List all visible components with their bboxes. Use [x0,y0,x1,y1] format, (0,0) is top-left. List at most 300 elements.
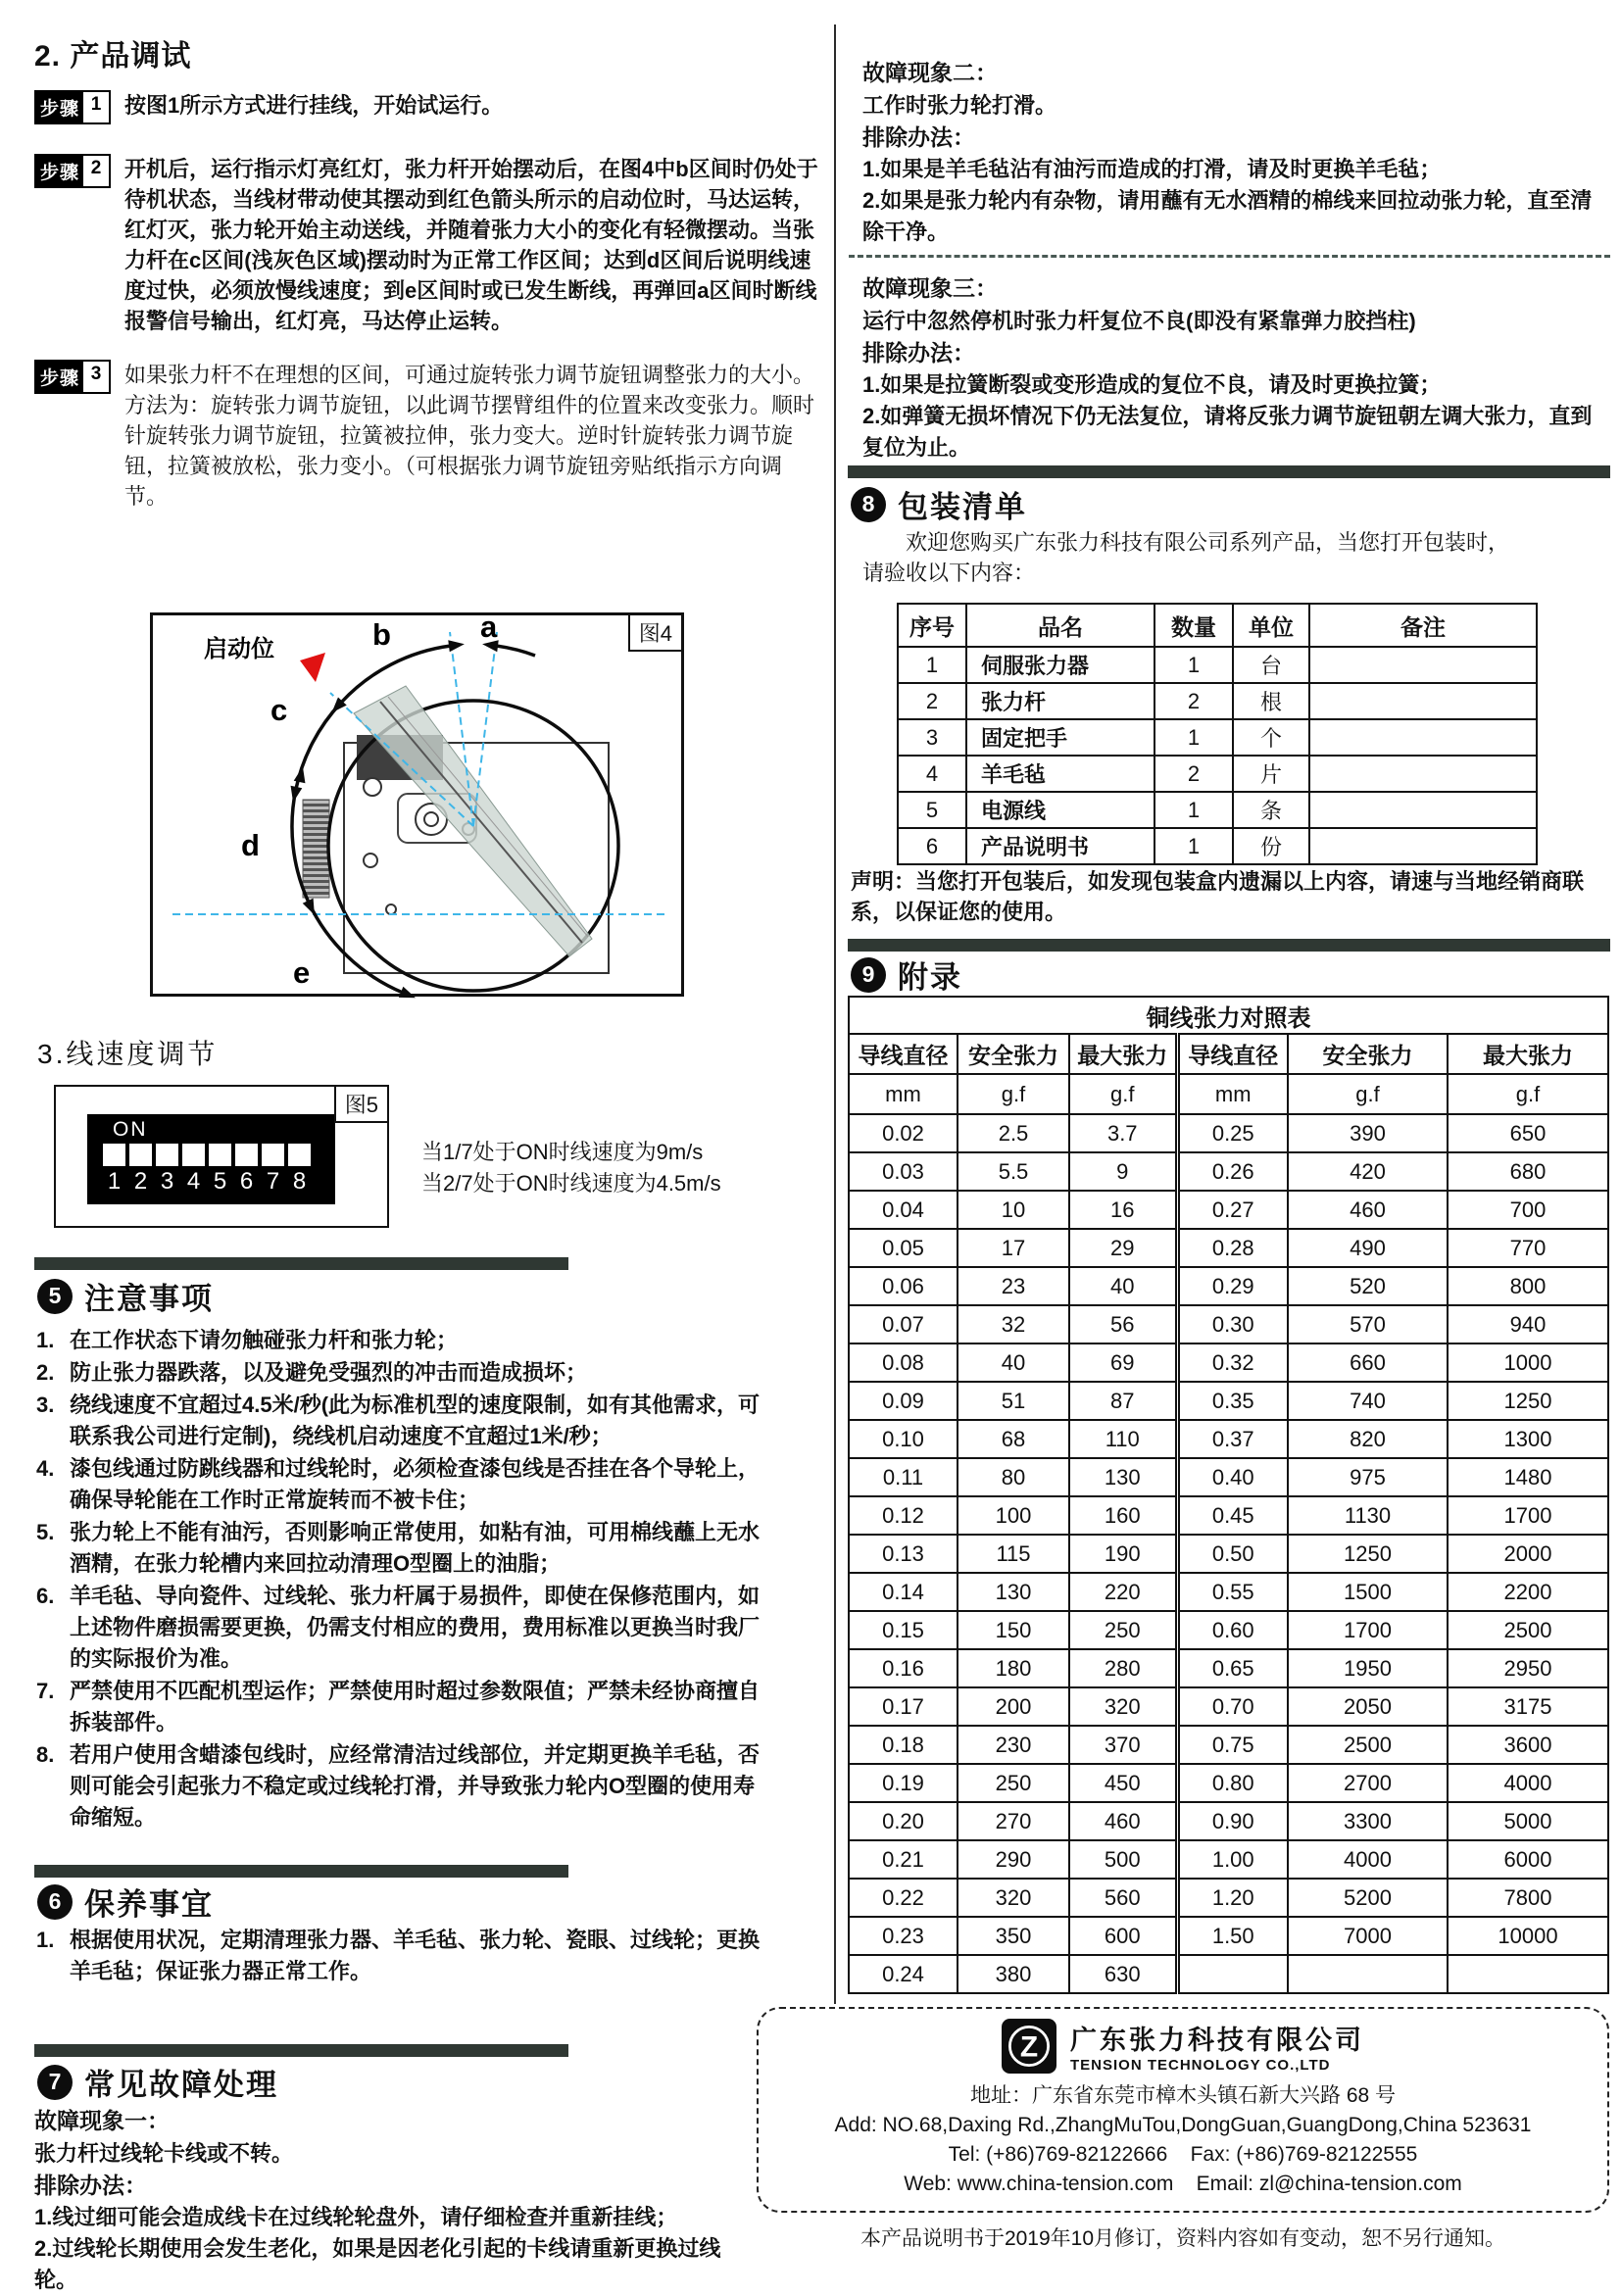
table-cell: 320 [958,1879,1069,1917]
zone-e-label: e [293,955,311,990]
section-wire-speed-title: 3.线速度调节 [37,1039,219,1069]
column-divider [834,24,836,2004]
table-cell: 0.03 [849,1152,958,1191]
table-cell: 0.30 [1177,1305,1288,1343]
section-bar [848,465,1610,478]
table-cell: 1700 [1448,1496,1608,1535]
dip-number: 2 [133,1168,148,1195]
table-row [849,1229,1608,1267]
table-cell: 3600 [1448,1726,1608,1764]
fault-title: 故障现象一： [34,2108,170,2133]
table-cell: 190 [1069,1535,1177,1573]
table-cell: 2200 [1448,1573,1608,1611]
table-cell: 1250 [1288,1535,1448,1573]
dip-toggle [156,1144,178,1166]
dip-number: 4 [186,1168,201,1195]
table-cell: 0.40 [1177,1458,1288,1496]
fault-solution: 1.如果是拉簧断裂或变形造成的复位不良，请及时更换拉簧； [862,372,1442,397]
fault-title: 故障现象二： [862,60,998,85]
table-cell: 0.10 [849,1420,958,1458]
start-position-arrow-icon [300,653,325,682]
table-cell: 伺服张力器 [966,647,1154,683]
section-bar [34,2044,568,2057]
fault-solution: 2.过线轮长期使用会发生老化，如果是因老化引起的卡线请重新更换过线轮。 [34,2236,721,2292]
table-cell: 1 [1154,719,1233,756]
table-cell: 0.02 [849,1114,958,1152]
table-cell [1448,1955,1608,1993]
table-cell: 0.20 [849,1802,958,1840]
table-cell: 0.24 [849,1955,958,1993]
table-cell: 29 [1069,1229,1177,1267]
dip-number: 1 [107,1168,122,1195]
table-cell: 10000 [1448,1917,1608,1955]
dip-number: 6 [239,1168,254,1195]
step-badge-number: 1 [83,92,109,122]
company-identity [1002,2019,1364,2074]
notice-item: 张力轮上不能有油污，否则影响正常使用，如粘有油，可用棉线蘸上无水酒精，在张力轮槽内来回拉动清理O型圈上的油脂； [70,1520,761,1576]
table-cell: 650 [1448,1114,1608,1152]
fault-solution: 1.如果是羊毛毡沾有油污而造成的打滑，请及时更换羊毛毡； [862,157,1442,181]
dip-on-label: ON [113,1118,148,1141]
table-cell: 0.17 [849,1687,958,1726]
packing-declaration: 声明：当您打开包装后，如发现包装盒内遗漏以上内容，请速与当地经销商联系，以保证您的使用。 [851,869,1585,924]
table-cell: 个 [1233,719,1309,756]
table-cell: 0.75 [1177,1726,1288,1764]
table-cell: 2500 [1448,1611,1608,1649]
table-cell: 520 [1288,1267,1448,1305]
table-cell: 0.26 [1177,1152,1288,1191]
table-row [849,1687,1608,1726]
screw [364,854,377,867]
body-grille [303,800,329,898]
table-cell: 87 [1069,1382,1177,1420]
table-cell: 0.25 [1177,1114,1288,1152]
company-web-line [904,2170,1462,2199]
figure4-label: 图4 [628,615,681,652]
table-cell: 0.90 [1177,1802,1288,1840]
fault-solution: 1.线过细可能会造成线卡在过线轮轮盘外，请仔细检查并重新挂线； [34,2205,678,2229]
table-cell [1309,683,1537,719]
table-cell: 序号 [898,604,966,647]
table-cell: 460 [1069,1802,1177,1840]
table-cell: 安全张力 [958,1034,1069,1074]
section-troubleshooting-title: 常见故障处理 [84,2068,278,2102]
table-cell: 250 [958,1764,1069,1802]
fault-solution: 2.如弹簧无损坏情况下仍无法复位，请将反张力调节旋钮朝左调大张力，直到复位为止。 [862,404,1593,460]
dip-note-line: 当2/7处于ON时线速度为4.5m/s [421,1171,721,1196]
table-cell: 导线直径 [1177,1034,1288,1074]
table-cell: 固定把手 [966,719,1154,756]
table-cell: 420 [1288,1152,1448,1191]
table-cell: 460 [1288,1191,1448,1229]
table-cell: 570 [1288,1305,1448,1343]
table-cell: 电源线 [966,792,1154,828]
dip-toggle [182,1144,205,1166]
table-cell [1177,1955,1288,1993]
maintenance-list [34,1925,764,1988]
table-row [849,1611,1608,1649]
start-position-label: 启动位 [204,636,274,662]
table-cell: 0.23 [849,1917,958,1955]
table-cell: 40 [958,1343,1069,1382]
table-cell: 0.18 [849,1726,958,1764]
table-cell: g.f [1288,1074,1448,1114]
step-row [34,90,818,124]
table-row [849,1496,1608,1535]
notice-item: 严禁使用不匹配机型运作；严禁使用时超过参数限值；严禁未经协商擅自拆装部件。 [70,1679,761,1734]
table-cell: 3 [898,719,966,756]
table-cell: 2050 [1288,1687,1448,1726]
table-cell: 630 [1069,1955,1177,1993]
table-cell: 根 [1233,683,1309,719]
table-cell: 740 [1288,1382,1448,1420]
table-cell: 6000 [1448,1840,1608,1879]
step-badge [34,154,111,188]
fault-description: 运行中忽然停机时张力杆复位不良(即没有紧靠弹力胶挡柱) [862,309,1416,333]
table-cell: 9 [1069,1152,1177,1191]
table-cell: 0.05 [849,1229,958,1267]
table-cell: 1130 [1288,1496,1448,1535]
step-text: 如果张力杆不在理想的区间，可通过旋转张力调节旋钮调整张力的大小。方法为：旋转张力调节旋钮，以此调节摆臂组件的位置来改变张力。顺时针旋转张力调节旋钮，拉簧被拉伸，张力变大。逆时针旋转张力调节旋钮，拉簧被放松，张力变小。（可根据张力调节旋钮旁贴纸指示方向调节。 [124,363,815,509]
table-row [849,1191,1608,1229]
table-row [849,1535,1608,1573]
section-bar [848,939,1610,952]
table-cell: 350 [958,1917,1069,1955]
table-cell: 1250 [1448,1382,1608,1420]
guide-wheel-hub [424,812,438,826]
table-cell [1288,1955,1448,1993]
appendix-table-title: 铜线张力对照表 [849,997,1608,1034]
appendix-table-title-row [849,997,1608,1034]
step-badge-number: 3 [83,362,109,392]
section-product-debug [34,31,818,512]
table-cell: 100 [958,1496,1069,1535]
table-cell: 975 [1288,1458,1448,1496]
table-cell: 16 [1069,1191,1177,1229]
table-row [849,1764,1608,1802]
svg-text:Z: Z [1019,2030,1039,2064]
step-row [34,360,818,512]
notice-item: 漆包线通过防跳线器和过线轮时，必须检查漆包线是否挂在各个导轮上，确保导轮能在工作时正常旋转而不被卡住； [70,1456,761,1512]
table-row [898,756,1537,792]
fault-method-label: 排除办法： [862,340,975,366]
fault-description: 工作时张力轮打滑。 [862,93,1057,118]
table-cell: 3175 [1448,1687,1608,1726]
table-cell: 770 [1448,1229,1608,1267]
table-cell: 0.06 [849,1267,958,1305]
step-text: 开机后，运行指示灯亮红灯，张力杆开始摆动后，在图4中b区间时仍处于待机状态，当线材带动使其摆动到红色箭头所示的启动位时，马达运转，红灯灭，张力轮开始主动送线，并随着张力大小的变化有轻微摆动。当张力杆在c区间(浅灰色区域)摆动时为正常工作区间；达到d区间后说明线速度过快，必须放慢线速度；到e区间时或已发生断线，再弹回a区间时断线报警信号输出，红灯亮，马达停止运转。 [124,157,818,333]
notice-item: 防止张力器跌落，以及避免受强烈的冲击而造成损坏； [70,1360,588,1385]
zone-c-label: c [270,693,288,727]
company-logo-icon [1002,2019,1056,2074]
table-cell: 69 [1069,1343,1177,1382]
dip-toggle [209,1144,231,1166]
table-cell: 290 [958,1840,1069,1879]
table-cell: 数量 [1154,604,1233,647]
table-cell: mm [849,1074,958,1114]
packing-table [897,603,1538,865]
table-cell: 700 [1448,1191,1608,1229]
table-row [849,1879,1608,1917]
table-cell: 条 [1233,792,1309,828]
step-text: 按图1所示方式进行挂线，开始试运行。 [124,93,504,118]
dashed-divider [849,255,1610,258]
table-cell: 2500 [1288,1726,1448,1764]
table-cell: 0.04 [849,1191,958,1229]
table-cell: 1000 [1448,1343,1608,1382]
fault-description: 张力杆过线轮卡线或不转。 [34,2141,294,2166]
table-cell: 180 [958,1649,1069,1687]
table-cell: 370 [1069,1726,1177,1764]
section-number-badge: 8 [851,487,886,522]
table-cell: 0.07 [849,1305,958,1343]
fault-block-2 [862,57,1609,248]
table-row [849,1917,1608,1955]
table-cell: 450 [1069,1764,1177,1802]
table-cell: 130 [1069,1458,1177,1496]
table-cell: 230 [958,1726,1069,1764]
table-cell: 1.50 [1177,1917,1288,1955]
dip-number: 3 [160,1168,174,1195]
table-row [898,719,1537,756]
step-badge-label: 步骤 [36,156,83,186]
table-cell: 0.29 [1177,1267,1288,1305]
revision-note: 本产品说明书于2019年10月修订，资料内容如有变动，恕不另行通知。 [860,2227,1506,2250]
table-cell: 0.08 [849,1343,958,1382]
table-cell: 安全张力 [1288,1034,1448,1074]
table-row [849,1305,1608,1343]
step-badge-label: 步骤 [36,92,83,122]
step-badge [34,90,111,124]
table-cell: 0.80 [1177,1764,1288,1802]
appendix-table [848,996,1609,1994]
fault-solutions [862,369,1609,464]
table-row [849,1840,1608,1879]
zone-b-label: b [372,617,391,652]
dip-number: 8 [292,1168,307,1195]
table-cell: 单位 [1233,604,1309,647]
table-cell: 0.50 [1177,1535,1288,1573]
notice-item: 在工作状态下请勿触碰张力杆和张力轮； [70,1328,459,1352]
fault-solution: 2.如果是张力轮内有杂物，请用蘸有无水酒精的棉线来回拉动张力轮，直至清除干净。 [862,188,1593,244]
table-cell: 产品说明书 [966,828,1154,864]
table-row [898,828,1537,864]
table-cell: 130 [958,1573,1069,1611]
table-cell: 4 [898,756,966,792]
section-number-badge: 5 [37,1279,73,1314]
table-cell: 4000 [1448,1764,1608,1802]
table-cell: 1950 [1288,1649,1448,1687]
table-cell: g.f [958,1074,1069,1114]
notice-list [34,1325,764,1834]
company-address-cn: 地址：广东省东莞市樟木头镇石新大兴路 68 号 [969,2084,1397,2107]
table-row [849,1649,1608,1687]
section-number-badge: 9 [851,957,886,993]
table-cell: 0.45 [1177,1496,1288,1535]
table-row [898,683,1537,719]
fault-method-label: 排除办法： [862,124,975,150]
table-units-row [849,1074,1608,1114]
company-email[interactable]: Email: zl@china-tension.com [1196,2173,1462,2195]
dip-switch-numbers [103,1168,311,1196]
table-cell: 0.15 [849,1611,958,1649]
company-fax: Fax: (+86)769-82122555 [1190,2143,1418,2166]
table-cell: 1500 [1288,1573,1448,1611]
table-row [849,1382,1608,1420]
table-row [849,1955,1608,1993]
table-cell: 2.5 [958,1114,1069,1152]
table-cell: 5000 [1448,1802,1608,1840]
table-cell: 0.28 [1177,1229,1288,1267]
step-badge-label: 步骤 [36,362,83,392]
table-cell: 2700 [1288,1764,1448,1802]
company-website[interactable]: Web: www.china-tension.com [904,2173,1174,2195]
table-row [849,1802,1608,1840]
table-cell: 6 [898,828,966,864]
table-cell: g.f [1448,1074,1608,1114]
section-bar [34,1257,568,1270]
table-cell: 56 [1069,1305,1177,1343]
table-row [849,1114,1608,1152]
step-badge [34,360,111,394]
zone-a-label: a [480,615,498,644]
table-cell: 150 [958,1611,1069,1649]
dip-speed-notes [421,1137,721,1199]
table-cell: 5 [898,792,966,828]
company-address-en: Add: NO.68,Daxing Rd.,ZhangMuTou,DongGuan,GuangDong,China 523631 [834,2114,1532,2136]
table-cell: 250 [1069,1611,1177,1649]
table-cell: 2 [1154,683,1233,719]
section-maintenance-header [37,1880,214,1924]
table-row [898,647,1537,683]
table-cell: 7000 [1288,1917,1448,1955]
table-cell: 1.00 [1177,1840,1288,1879]
table-cell: 台 [1233,647,1309,683]
step-badge-number: 2 [83,156,109,186]
company-tel: Tel: (+86)769-82122666 [948,2143,1168,2166]
figure4 [150,612,684,997]
table-cell: 500 [1069,1840,1177,1879]
fault-solutions [862,154,1609,248]
fault-method-label: 排除办法： [34,2173,147,2198]
section-troubleshooting-header [37,2060,278,2104]
fault-block-1 [34,2105,740,2296]
table-cell: 320 [1069,1687,1177,1726]
table-cell: 0.32 [1177,1343,1288,1382]
table-cell: 10 [958,1191,1069,1229]
table-cell [1309,828,1537,864]
table-cell: 1 [1154,828,1233,864]
table-cell: 0.22 [849,1879,958,1917]
table-cell: 羊毛毡 [966,756,1154,792]
table-cell: 2000 [1448,1535,1608,1573]
notice-item: 绕线速度不宜超过4.5米/秒(此为标准机型的速度限制，如有其他需求，可联系我公司进行定制)，绕线机启动速度不宜超过1米/秒； [70,1392,761,1448]
table-cell: 张力杆 [966,683,1154,719]
table-cell: 0.37 [1177,1420,1288,1458]
table-cell: 800 [1448,1267,1608,1305]
table-cell: 2 [898,683,966,719]
table-cell: 560 [1069,1879,1177,1917]
notice-item: 若用户使用含蜡漆包线时，应经常清洁过线部位，并定期更换羊毛毡，否则可能会引起张力不稳定或过线轮打滑，并导致张力轮内O型圈的使用寿命缩短。 [70,1742,761,1830]
table-cell: 280 [1069,1649,1177,1687]
table-cell: 1300 [1448,1420,1608,1458]
table-cell: 32 [958,1305,1069,1343]
table-cell: 390 [1288,1114,1448,1152]
table-cell: 品名 [966,604,1154,647]
zone-d-label: d [241,828,260,862]
table-row [849,1152,1608,1191]
section-number-badge: 6 [37,1884,73,1920]
table-cell: 0.13 [849,1535,958,1573]
section-notice-header [37,1274,214,1318]
table-row [849,1458,1608,1496]
section-product-debug-title: 2. 产品调试 [34,40,192,73]
table-cell: 5200 [1288,1879,1448,1917]
table-cell: 0.11 [849,1458,958,1496]
notice-item: 羊毛毡、导向瓷件、过线轮、张力杆属于易损件，即使在保修范围内，如上述物件磨损需要更换，仍需支付相应的费用，费用标准以更换当时我厂的实际报价为准。 [70,1584,761,1671]
table-cell: 0.65 [1177,1649,1288,1687]
table-cell: 5.5 [958,1152,1069,1191]
table-cell [1309,756,1537,792]
table-cell: 68 [958,1420,1069,1458]
table-cell: 115 [958,1535,1069,1573]
table-cell: 270 [958,1802,1069,1840]
dip-toggle [235,1144,258,1166]
table-row [898,792,1537,828]
table-cell [1309,647,1537,683]
dip-toggle [288,1144,311,1166]
table-cell: 820 [1288,1420,1448,1458]
table-cell: 1 [1154,647,1233,683]
table-cell [1309,792,1537,828]
table-cell: 160 [1069,1496,1177,1535]
table-cell: 0.27 [1177,1191,1288,1229]
figure4-diagram [153,615,687,1000]
section-appendix-title: 附录 [898,960,962,995]
table-cell: 40 [1069,1267,1177,1305]
table-cell: 0.60 [1177,1611,1288,1649]
table-cell: 4000 [1288,1840,1448,1879]
company-name-cn: 广东张力科技有限公司 [1070,2026,1364,2055]
table-cell: 51 [958,1382,1069,1420]
dip-toggle [262,1144,284,1166]
table-cell: 0.19 [849,1764,958,1802]
table-cell: 导线直径 [849,1034,958,1074]
table-cell: 200 [958,1687,1069,1726]
dip-number: 7 [266,1168,280,1195]
table-cell: 17 [958,1229,1069,1267]
dip-number: 5 [213,1168,227,1195]
section-notice-title: 注意事项 [84,1282,214,1316]
fault-block-3 [862,272,1609,464]
table-row [849,1726,1608,1764]
table-cell: 110 [1069,1420,1177,1458]
table-row [849,1573,1608,1611]
table-cell: 940 [1448,1305,1608,1343]
section-appendix-header [851,953,962,997]
table-cell: 0.55 [1177,1573,1288,1611]
table-header-row [898,604,1537,647]
table-cell: 680 [1448,1152,1608,1191]
table-cell: 600 [1069,1917,1177,1955]
company-phone-line [949,2140,1418,2170]
table-cell: 1480 [1448,1458,1608,1496]
table-cell: 0.16 [849,1649,958,1687]
dip-note-line: 当1/7处于ON时线速度为9m/s [421,1140,704,1164]
table-cell: 1700 [1288,1611,1448,1649]
figure5-label: 图5 [334,1087,387,1123]
table-row [849,1420,1608,1458]
